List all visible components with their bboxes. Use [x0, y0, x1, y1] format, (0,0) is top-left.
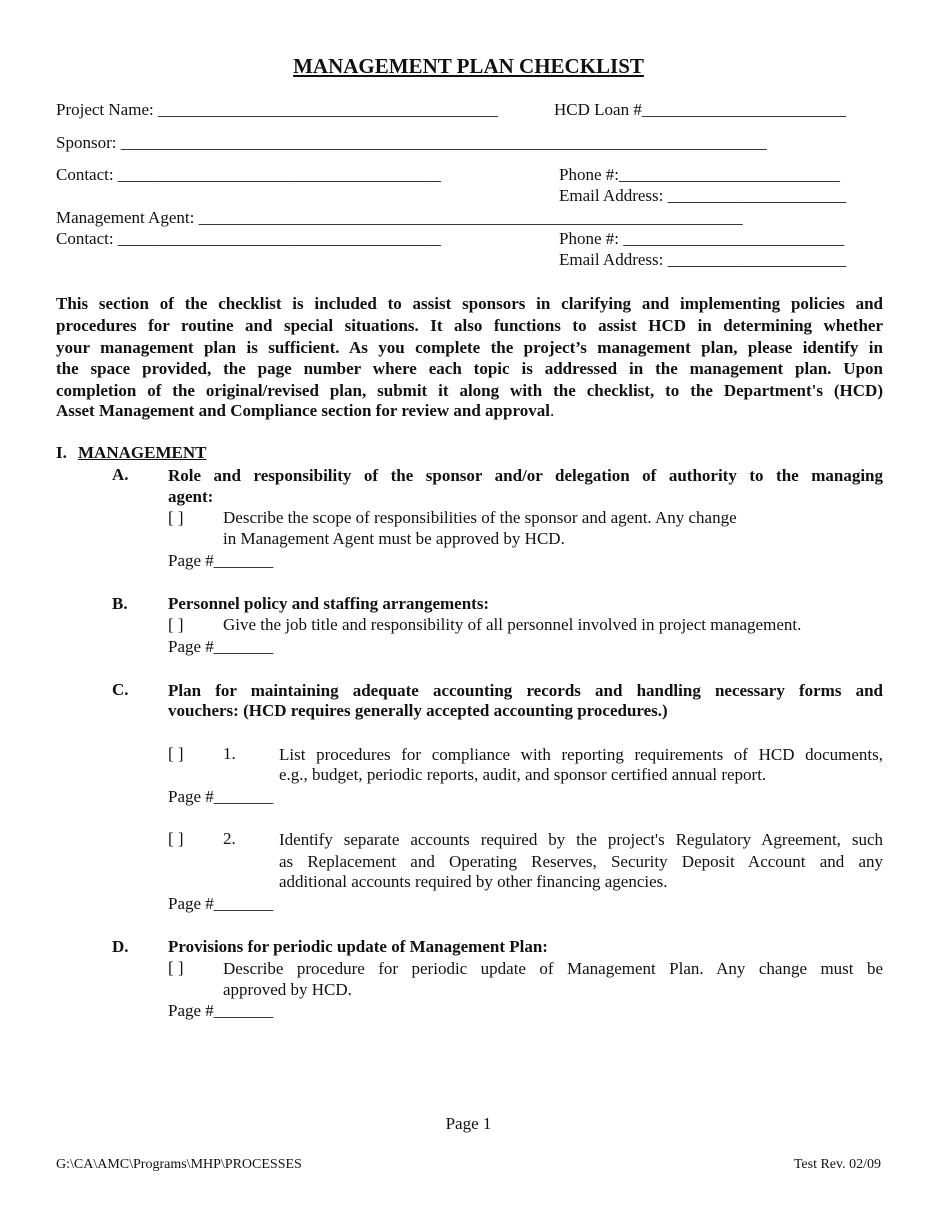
email-field[interactable]: Email Address: _____________________: [559, 186, 847, 205]
intro-last-line: [56, 401, 554, 421]
intro-line: your management plan is sufficient. As you complete the project’s management plan, please identify in: [56, 338, 883, 357]
item-c1-text-cont: e.g., budget, periodic reports, audit, and sponsor certified annual report.: [279, 765, 767, 784]
intro-line: the space provided, the page number where each topic is addressed in the management plan. Upon: [56, 359, 883, 378]
item-c2-text: Identify separate accounts required by the project's Regulatory Agreement, such: [279, 830, 883, 849]
item-c1-page-field[interactable]: Page #_______: [168, 787, 274, 806]
item-d-text-cont: approved by HCD.: [223, 980, 352, 999]
project-name-field[interactable]: Project Name: ________________________________________: [56, 100, 498, 119]
intro-line: procedures for routine and special situations. It also functions to assist HCD in determining whether: [56, 316, 883, 335]
item-c2-text-cont: as Replacement and Operating Reserves, Security Deposit Account and any: [279, 852, 883, 871]
item-c-letter: C.: [112, 680, 129, 699]
item-d-text: Describe procedure for periodic update of Management Plan. Any change must be: [223, 959, 883, 978]
agent-contact-field[interactable]: Contact: ______________________________________: [56, 229, 441, 248]
sponsor-field[interactable]: Sponsor: ____________________________________________________________________________: [56, 133, 767, 152]
agent-email-field[interactable]: Email Address: _____________________: [559, 250, 847, 269]
section-number: I.: [56, 443, 67, 462]
item-a-page-field[interactable]: Page #_______: [168, 551, 274, 570]
item-d-heading: Provisions for periodic update of Management Plan:: [168, 937, 548, 956]
intro-last-tail: .: [549, 401, 555, 420]
intro-line: completion of the original/revised plan, submit it along with the checklist, to the Department's (HCD): [56, 381, 883, 400]
contact-field[interactable]: Contact: ______________________________________: [56, 165, 441, 184]
agent-phone-field[interactable]: Phone #: __________________________: [559, 229, 845, 248]
revision-label: Test Rev. 02/09: [793, 1157, 881, 1172]
item-a-text-cont: in Management Agent must be approved by HCD.: [223, 529, 565, 548]
intro-line: This section of the checklist is included to assist sponsors in clarifying and implementing policies and: [56, 294, 883, 313]
page-number: Page 1: [445, 1114, 492, 1133]
item-b-checkbox[interactable]: [ ]: [168, 615, 184, 634]
item-b-letter: B.: [112, 594, 128, 613]
item-c2-text-cont: additional accounts required by other financing agencies.: [279, 872, 668, 891]
item-a-text: Describe the scope of responsibilities of the sponsor and agent. Any change: [223, 508, 737, 527]
item-b-text: Give the job title and responsibility of all personnel involved in project management.: [223, 615, 802, 634]
item-c1-text: List procedures for compliance with reporting requirements of HCD documents,: [279, 745, 883, 764]
item-c1-number: 1.: [223, 744, 236, 763]
item-a-letter: A.: [112, 465, 129, 484]
phone-field[interactable]: Phone #:__________________________: [559, 165, 840, 184]
item-a-heading: Role and responsibility of the sponsor and/or delegation of authority to the managing: [168, 466, 883, 485]
management-agent-field[interactable]: Management Agent: ________________________________________________________________: [56, 208, 743, 227]
item-a-heading-cont: agent:: [168, 487, 214, 506]
item-b-heading: Personnel policy and staffing arrangements:: [168, 594, 490, 613]
intro-last-bold: Asset Management and Compliance section for review and approval: [56, 401, 550, 420]
section-title: MANAGEMENT: [78, 443, 207, 462]
item-b-page-field[interactable]: Page #_______: [168, 637, 274, 656]
item-c2-number: 2.: [223, 829, 236, 848]
item-c1-checkbox[interactable]: [ ]: [168, 744, 184, 763]
item-c-heading: Plan for maintaining adequate accounting records and handling necessary forms and: [168, 681, 883, 700]
item-d-letter: D.: [112, 937, 129, 956]
item-a-checkbox[interactable]: [ ]: [168, 508, 184, 527]
page-title: MANAGEMENT PLAN CHECKLIST: [293, 54, 644, 78]
item-d-page-field[interactable]: Page #_______: [168, 1001, 274, 1020]
item-c2-page-field[interactable]: Page #_______: [168, 894, 274, 913]
hcd-loan-field[interactable]: HCD Loan #________________________: [554, 100, 846, 119]
item-d-checkbox[interactable]: [ ]: [168, 958, 184, 977]
item-c-heading-cont: vouchers: (HCD requires generally accepted accounting procedures.): [168, 701, 668, 720]
item-c2-checkbox[interactable]: [ ]: [168, 829, 184, 848]
file-path: G:\CA\AMC\Programs\MHP\PROCESSES: [56, 1157, 302, 1172]
